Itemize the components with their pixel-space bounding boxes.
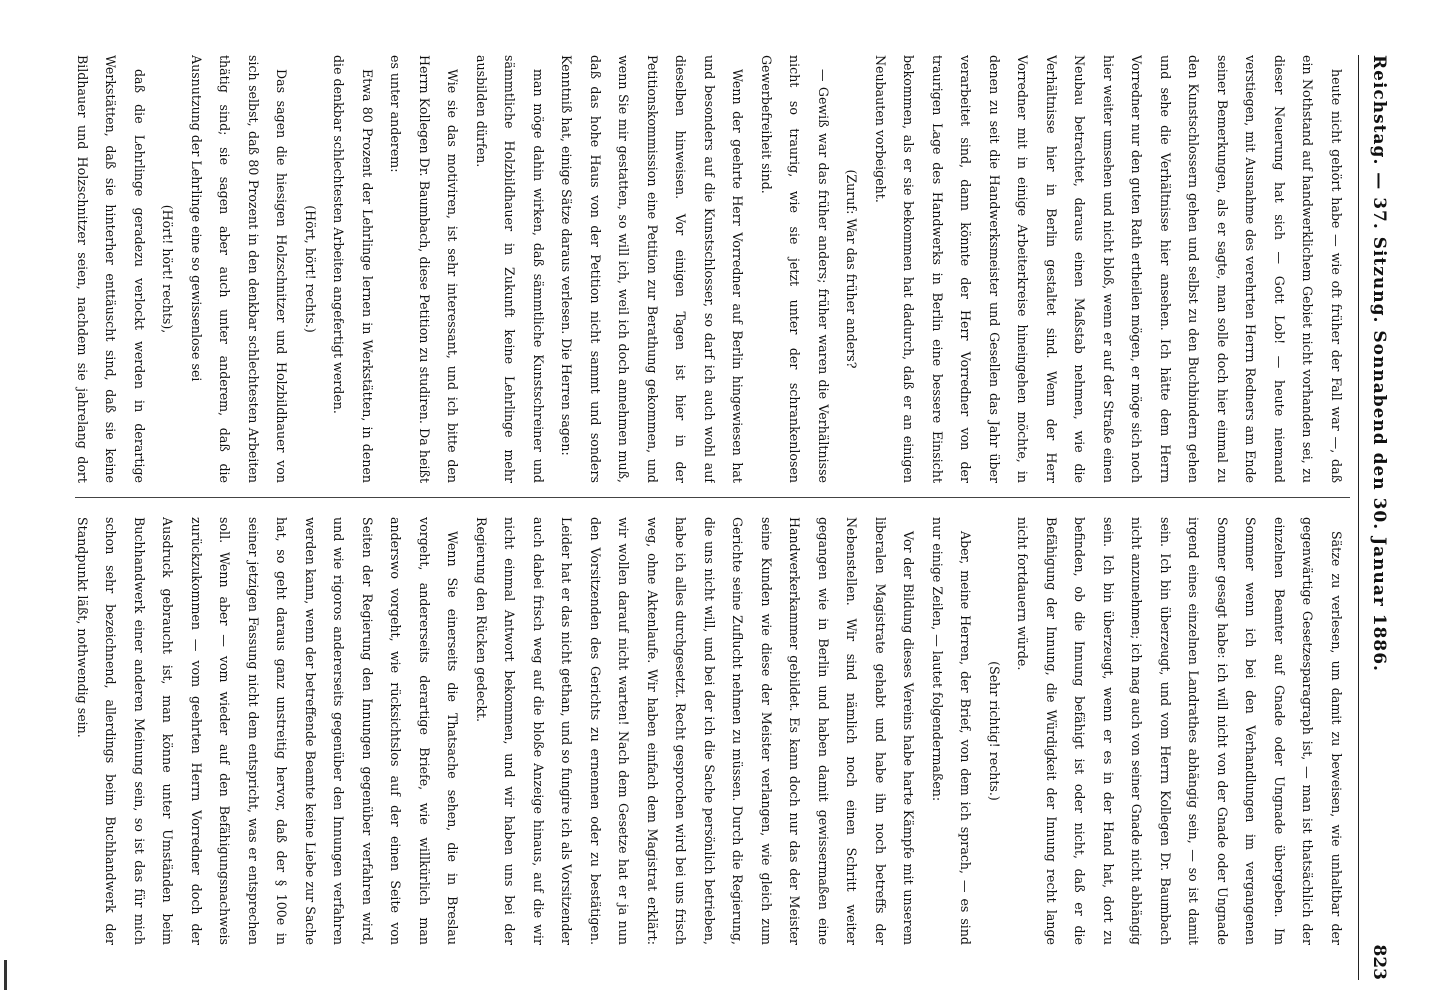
paragraph: Etwa 80 Prozent der Lehrlinge lernen in Werkstätten, in denen die denkbar schlechtesten Arbeiten angefertigt werden. [331, 55, 375, 483]
paragraph: Sätze zu verlesen, um damit zu beweisen, wie unhaltbar der gegenwärtige Gesetzesparagraph ist, — man ist thatsächlich der einzelnen Beamter auf Gnade oder Ungnade übergeben. Im Sommer wenn ich bei den Verhandlungen im vergangenen Sommer gesagt habe: ich will nicht von der Gnade oder Ungnade irgend eines einzelnen Landrathes abhängig sein, — so ist damit sein. Ich bin überzeugt, und vom Herrn Kollegen Dr. Baumbach nicht anzunehmen; ich mag auch von seiner Gnade nicht abhängig sein. Ich bin überzeugt, wenn er es in der Hand hat, dort zu befinden, ob die Innung befähigt ist oder nicht, daß er die Befähigung der Innung, die Würdigkeit der Innung recht lange nicht fortdauern würde. [1015, 517, 1344, 945]
page-number: 823 [1369, 944, 1389, 980]
digitization-credit [1418, 12, 1432, 1002]
right-text-column [75, 517, 1350, 945]
paragraph: daß die Lehrlinge geradezu verlockt werden in derartige Werkstätten, daß sie hinterher enttäuscht sind, daß sie keine Bildhauer und Holzschnitzer seien, nachdem sie jahrelang dort [75, 55, 147, 483]
paragraph: Das sagen die hiesigen Holzschnitzer und Holzbildhauer von sich selbst, daß 80 Prozent in den denkbar schlechtesten Arbeiten thätig sind; sie sagen aber auch unter anderem, daß die Ausnutzung der Lehrlinge eine so gewissenlose sei [189, 55, 290, 483]
column-divider [75, 497, 1350, 498]
header-title: Reichstag. — 37. Sitzung. Sonnabend den 30. Januar 1886. [1369, 55, 1389, 672]
paragraph: Wie sie das motiviren, ist sehr interessant, und ich bitte den Herrn Kollegen Dr. Baumbach, diese Petition zu studiren. Da heißt es unter anderem: [388, 55, 461, 483]
paragraph: Aber, meine Herren, der Brief, von dem ich sprach, — es sind nur einige Zeilen, — lautet folgendermaßen: [930, 517, 974, 945]
interjection: (Sehr richtig! rechts.) [987, 661, 1002, 801]
paragraph: heute nicht gehört habe — wie oft früher der Fall war —, daß ein Nothstand auf handwerklichem Gebiet nicht vorhanden sei, zu dieser Neuerung hat sich — Gott Lob! — heute niemand verstiegen, mit Ausnahme des verehrten Herrn Redners am Ende seiner Bemerkungen, als er sagte, man solle doch hier einmal zu den Kunstschlossern gehen und selbst zu den Buchbindern gehen und sehe die Verhältnisse hier ansehen. Ich hätte dem Herrn Vorredner nur den guten Rath ertheilen mögen, er möge sich noch hier weiter umsehen und nicht bloß, wenn er auf der Straße einen Neubau betrachtet, daraus einen Maßstab nehmen, wie die Verhältnisse hier in Berlin gestaltet sind. Wenn der Herr Vorredner mit in einige Arbeiterkreise hineingehen möchte, in denen zu seit die Handwerksmeister und Gesellen das Jahr über verarbeitet sind, dann könnte der Herr Vorredner von der traurigen Lage des Handwerks in Berlin eine bessere Einsicht bekommen, als er sie bekommen hat dadurch, daß er an einigen Neubauten vorbeigeht. [873, 55, 1344, 483]
scan-mark [4, 960, 7, 990]
page-header [1358, 55, 1395, 980]
newspaper-page [45, 0, 1405, 1000]
left-text-column [75, 55, 1350, 483]
paragraph: Wenn der geehrte Herr Vorredner auf Berlin hingewiesen hat und besonders auf die Kunstschlosser, so darf ich auch wohl auf dieselben hinweisen. Vor einigen Tagen ist hier in der Petitionskommission eine Petition zur Berathung gekommen, und wenn Sie mir gestatten, so will ich, weil ich doch annehmen muß, daß das hohe Haus von der Petition nicht sammt und sonders Kenntniß hat, einige Sätze daraus verlesen. Die Herren sagen: [559, 55, 746, 483]
interjection: (Zuruf: War das früher anders? [844, 169, 860, 369]
paragraph: man möge dahin wirken, daß sämmtliche Kunstschreiner und sämmtliche Holzbildhauer in Zukunft keine Lehrlinge mehr ausbilden dürfen. [474, 55, 546, 483]
interjection: (Hört! hört! rechts), [160, 204, 176, 334]
interjection: (Hört, hört! rechts.) [303, 205, 318, 333]
paragraph: Wenn Sie einerseits die Thatsache sehen, die in Breslau vorgeht, andererseits derartige Briefe, wie willkürlich man anderswo vorgeht, wie rücksichtslos auf der einen Seite von Seiten der Regierung den Innungen gegenüber verfahren wird, und wie rigoros andererseits gegenüber den Innungen verfahren werden kann, wenn der betreffende Beamte keine Liebe zur Sache hat, so geht daraus ganz unstreitig hervor, daß der § 100e in seiner jetzigen Fassung nicht dem entspricht, was er entsprechen soll. Wenn aber — vom wieder auf den Befähigungsnachweis zurückzukommen — vom geehrten Herrn Vorredner doch der Ausdruck gebraucht ist, man könne unter Umständen beim Buchhandwerk einer anderen Meinung sein, so ist das für mich schon sehr bezeichnend, allerdings beim Buchhandwerk der Standpunkt läßt, nothwendig sein. [75, 517, 461, 945]
paragraph: — Gewiß war das früher anders; früher waren die Verhältnisse nicht so traurig, wie sie jetzt unter der schrankenlosen Gewerbefreiheit sind. [759, 55, 831, 483]
paragraph: Vor der Bildung dieses Vereins habe harte Kämpfe mit unserem liberalen Magistrate gehabt und habe ihn noch betreffs der Nebenstellen. Wir sind nämlich noch einen Schritt weiter gegangen wie in Berlin und haben damit gewissermaßen eine Handwerkerkammer gebildet. Es kann doch nur das der Meister seine Kunden wie diese der Meister verlangen, wie gleich zum Gerichte seine Zuflucht nehmen zu müssen. Durch die Regierung, die uns nicht will, und bei der ich die Sache persönlich betrieben, habe ich alles durchgesetzt. Recht gesprochen wird bei uns frisch weg, ohne Aktenlaufe. Wir haben einfach dem Magistrat erklärt: wir wollen darauf nicht warten! Nach dem Gesetze hat er ja nun den Vorsitzenden des Gerichts zu ernennen oder zu bestätigen. Leider hat er das nicht gethan, und so fungire ich als Vorsitzender auch dabei frisch weg auf die bloße Anzeige hinaus, auf die wir nicht einmal Antwort bekommen, und wir haben uns bei der Regierung den Rücken gedeckt. [474, 517, 917, 945]
